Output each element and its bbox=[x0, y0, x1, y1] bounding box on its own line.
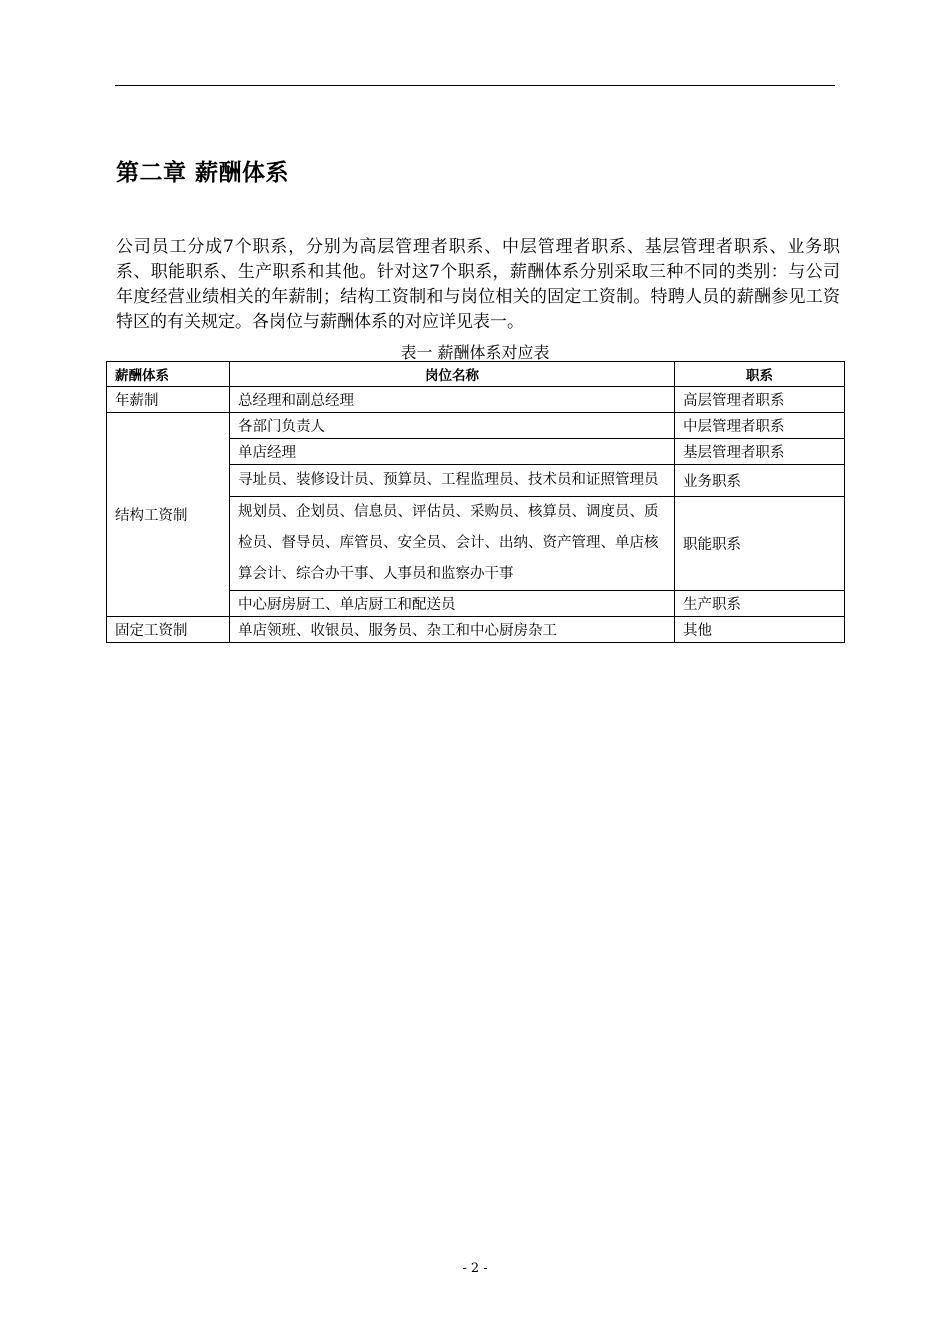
cell-salary-system: 固定工资制 bbox=[107, 617, 230, 643]
table-row bbox=[107, 387, 845, 413]
salary-system-table bbox=[106, 361, 845, 643]
cell-position: 总经理和副总经理 bbox=[230, 387, 675, 413]
table-row bbox=[107, 617, 845, 643]
cell-salary-system: 年薪制 bbox=[107, 387, 230, 413]
cell-position: 寻址员、装修设计员、预算员、工程监理员、技术员和证照管理员 bbox=[230, 465, 675, 497]
intro-paragraph: 公司员工分成7个职系，分别为高层管理者职系、中层管理者职系、基层管理者职系、业务职系、职能职系、生产职系和其他。针对这7个职系，薪酬体系分别采取三种不同的类别：与公司年度经营业绩相关的年薪制；结构工资制和与岗位相关的固定工资制。特聘人员的薪酬参见工资特区的有关规定。各岗位与薪酬体系的对应详见表一。 bbox=[116, 237, 840, 332]
cell-position: 各部门负责人 bbox=[230, 413, 675, 439]
header-category: 职系 bbox=[675, 362, 845, 387]
cell-position: 中心厨房厨工、单店厨工和配送员 bbox=[230, 591, 675, 617]
cell-category: 生产职系 bbox=[675, 591, 845, 617]
page-number: - 2 - bbox=[462, 1261, 488, 1276]
cell-position: 单店经理 bbox=[230, 439, 675, 465]
cell-category: 高层管理者职系 bbox=[675, 387, 845, 413]
chapter-title: 第二章 薪酬体系 bbox=[116, 160, 290, 186]
cell-category: 业务职系 bbox=[675, 465, 845, 497]
header-position: 岗位名称 bbox=[230, 362, 675, 387]
header-rule bbox=[115, 85, 835, 86]
table-header-row bbox=[107, 362, 845, 387]
cell-salary-system: 结构工资制 bbox=[107, 413, 230, 617]
cell-category: 其他 bbox=[675, 617, 845, 643]
cell-category: 基层管理者职系 bbox=[675, 439, 845, 465]
cell-position: 单店领班、收银员、服务员、杂工和中心厨房杂工 bbox=[230, 617, 675, 643]
cell-category: 职能职系 bbox=[675, 497, 845, 591]
table-row bbox=[107, 413, 845, 439]
table-caption: 表一 薪酬体系对应表 bbox=[400, 343, 550, 362]
cell-category: 中层管理者职系 bbox=[675, 413, 845, 439]
header-salary-system: 薪酬体系 bbox=[107, 362, 230, 387]
cell-position: 规划员、企划员、信息员、评估员、采购员、核算员、调度员、质检员、督导员、库管员、安全员、会计、出纳、资产管理、单店核算会计、综合办干事、人事员和监察办干事 bbox=[230, 497, 675, 591]
